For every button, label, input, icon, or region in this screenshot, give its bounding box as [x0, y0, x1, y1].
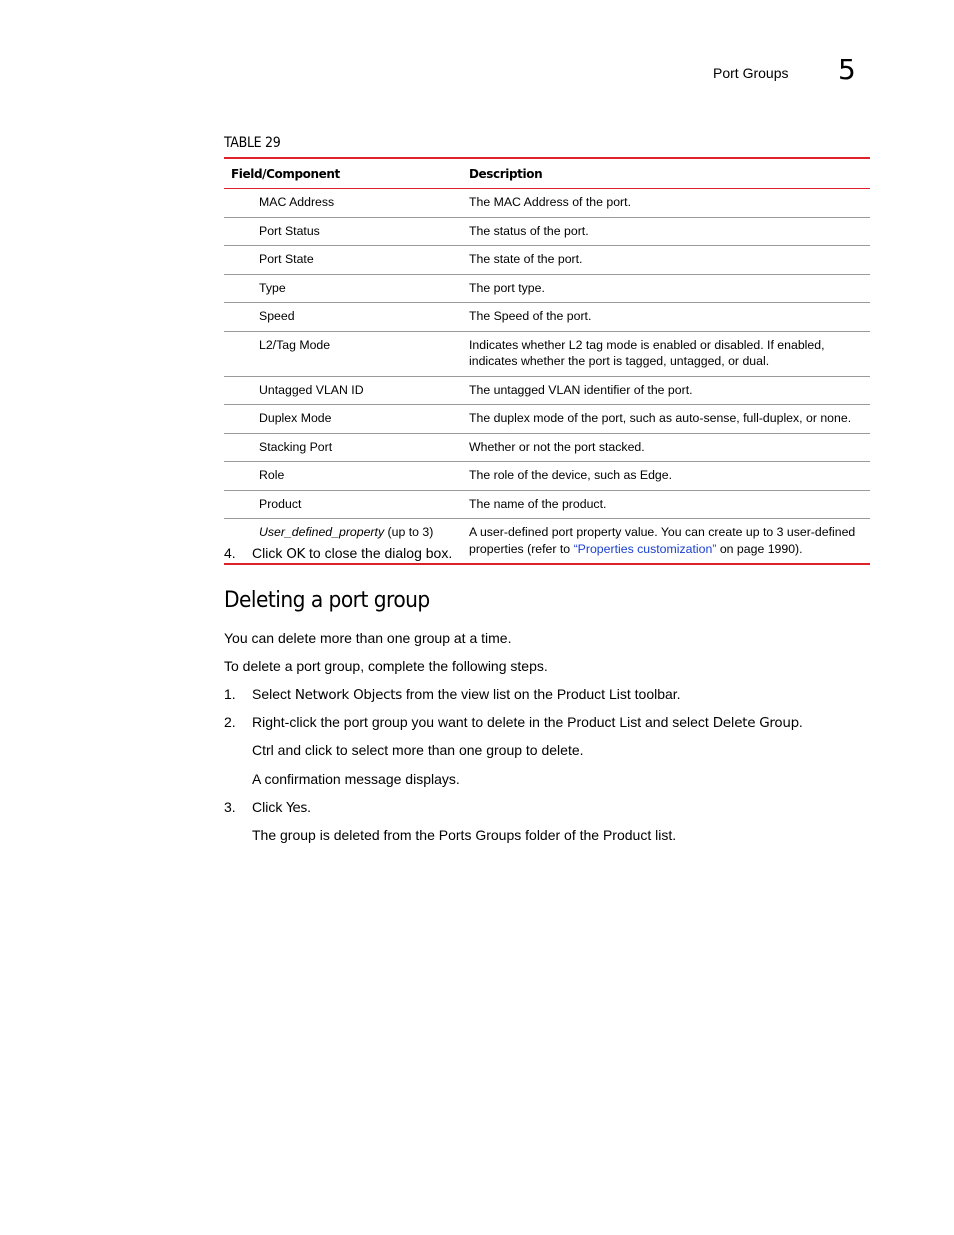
field-cell: Speed — [224, 303, 469, 332]
table-header-row — [224, 158, 870, 189]
field-cell: L2/Tag Mode — [224, 331, 469, 376]
description-cell: The untagged VLAN identifier of the port. — [469, 376, 870, 405]
step-4 — [224, 544, 452, 563]
table-row — [224, 303, 870, 332]
section-heading: Deleting a port group — [224, 588, 430, 613]
description-cell: Whether or not the port stacked. — [469, 433, 870, 462]
step-text: Click — [252, 545, 287, 561]
ui-term-yes: Yes — [286, 800, 308, 816]
field-cell: Port Status — [224, 217, 469, 246]
field-cell: Product — [224, 490, 469, 519]
table-row — [224, 405, 870, 434]
step-1 — [224, 685, 681, 704]
properties-customization-link[interactable]: “Properties customization” — [573, 541, 717, 556]
step-3 — [224, 798, 311, 817]
table-row — [224, 331, 870, 376]
table-row — [224, 376, 870, 405]
step-note: The group is deleted from the Ports Groups folder of the Product list. — [252, 827, 677, 843]
description-cell: Indicates whether L2 tag mode is enabled or disabled. If enabled, indicates whether the port is tagged, untagged, or dual. — [469, 331, 870, 376]
step-text: . — [307, 799, 312, 815]
step-2 — [224, 713, 803, 732]
table-row — [224, 490, 870, 519]
description-cell — [469, 519, 870, 565]
table-row — [224, 189, 870, 218]
table-row — [224, 462, 870, 491]
step-text: Click — [252, 799, 287, 815]
description-suffix: on page 1990). — [716, 541, 803, 556]
step-note: Ctrl and click to select more than one group to delete. — [252, 742, 584, 758]
field-name-suffix: (up to 3) — [384, 525, 434, 539]
step-number: 4. — [224, 545, 236, 561]
step-number: 3. — [224, 799, 236, 815]
description-prefix: A user-defined port property value. You can create up to 3 user-defined properties (refer to — [469, 525, 856, 556]
field-cell: Duplex Mode — [224, 405, 469, 434]
column-header-description: Description — [469, 158, 870, 189]
field-cell: Untagged VLAN ID — [224, 376, 469, 405]
table-row — [224, 217, 870, 246]
description-cell: The name of the product. — [469, 490, 870, 519]
field-name-italic: User_defined_property — [259, 525, 385, 539]
table-row — [224, 274, 870, 303]
step-text: Right-click the port group you want to delete in the Product List and select — [252, 714, 713, 730]
step-text: to close the dialog box. — [305, 545, 453, 561]
running-header-section: Port Groups — [713, 65, 789, 81]
table-row — [224, 246, 870, 275]
chapter-number: 5 — [838, 53, 856, 86]
field-cell: Type — [224, 274, 469, 303]
ui-term-ok: OK — [286, 546, 306, 562]
intro-paragraph: You can delete more than one group at a time. — [224, 630, 512, 646]
description-cell: The port type. — [469, 274, 870, 303]
field-cell: Stacking Port — [224, 433, 469, 462]
step-text: Select — [252, 686, 295, 702]
table-row — [224, 433, 870, 462]
ui-term-network-objects: Network Objects — [294, 687, 402, 703]
table-caption: TABLE 29 — [224, 135, 281, 151]
description-cell: The status of the port. — [469, 217, 870, 246]
description-cell: The state of the port. — [469, 246, 870, 275]
step-text: . — [798, 714, 803, 730]
description-cell: The Speed of the port. — [469, 303, 870, 332]
description-cell: The role of the device, such as Edge. — [469, 462, 870, 491]
field-cell: Port State — [224, 246, 469, 275]
ui-term-delete-group: Delete Group — [712, 715, 799, 731]
description-cell: The duplex mode of the port, such as auto-sense, full-duplex, or none. — [469, 405, 870, 434]
description-cell: The MAC Address of the port. — [469, 189, 870, 218]
step-text: from the view list on the Product List toolbar. — [401, 686, 681, 702]
step-note: A confirmation message displays. — [252, 771, 460, 787]
field-cell: MAC Address — [224, 189, 469, 218]
intro-paragraph: To delete a port group, complete the following steps. — [224, 658, 548, 674]
field-cell: Role — [224, 462, 469, 491]
step-number: 1. — [224, 686, 236, 702]
column-header-field: Field/Component — [224, 158, 469, 189]
step-number: 2. — [224, 714, 236, 730]
field-description-table — [224, 157, 870, 565]
